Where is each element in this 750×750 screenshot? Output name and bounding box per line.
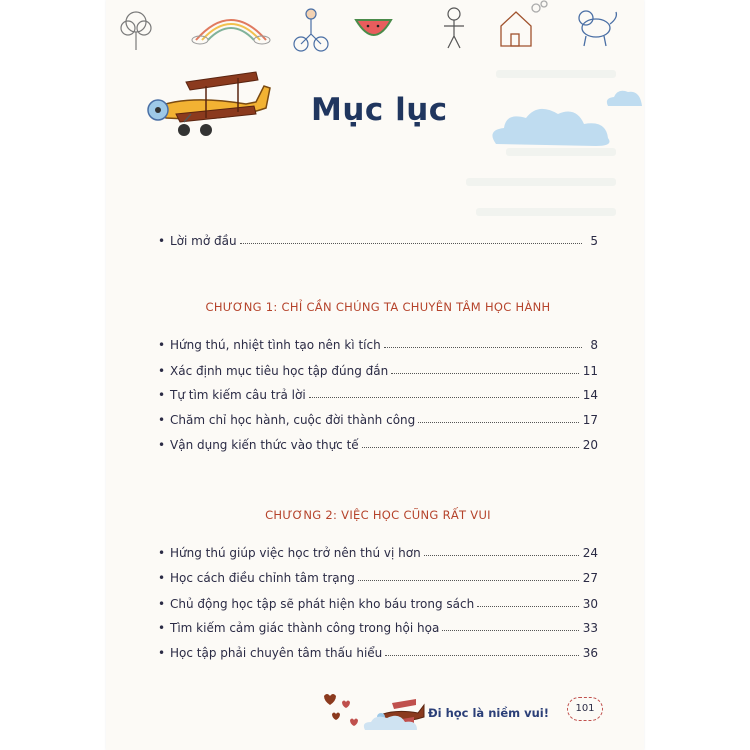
toc-entry[interactable] (158, 405, 598, 427)
entry-page: 5 (590, 234, 598, 248)
toc-entry[interactable] (158, 356, 598, 378)
entry-page: 36 (582, 646, 598, 660)
toc-entry[interactable] (158, 613, 598, 635)
entry-label: Chăm chỉ học hành, cuộc đời thành công (170, 413, 416, 427)
toc-entry[interactable] (158, 563, 598, 585)
entry-page: 14 (582, 388, 598, 402)
watermelon-doodle-icon (356, 20, 391, 35)
entry-page: 33 (582, 621, 598, 635)
entry-page: 8 (590, 338, 598, 352)
entry-label: Hứng thú giúp việc học trở nên thú vị hơn (170, 546, 421, 560)
bleed-through-shadow (466, 178, 616, 186)
entry-label: Chủ động học tập sẽ phát hiện kho báu trong sách (170, 597, 475, 611)
entry-label: Tự tìm kiếm câu trả lời (170, 388, 306, 402)
dot-leader (240, 242, 582, 244)
entry-page: 30 (582, 597, 598, 611)
page-number-badge: 101 (567, 697, 603, 721)
doodle-strip (106, 0, 644, 60)
dot-leader (442, 629, 578, 631)
girl-doodle-icon (444, 8, 464, 48)
dot-leader (477, 605, 579, 607)
page-title: Mục lục (311, 92, 448, 128)
toc-entry[interactable] (158, 638, 598, 660)
small-cloud-illustration-icon (604, 86, 644, 108)
dot-leader (391, 372, 579, 374)
book-page (106, 0, 644, 750)
entry-label: Học cách điều chỉnh tâm trạng (170, 571, 355, 585)
bullet-icon: • (158, 621, 166, 635)
entry-page: 20 (582, 438, 598, 452)
bleed-through-shadow (476, 208, 616, 216)
chapter-heading: CHƯƠNG 2: VIỆC HỌC CŨNG RẤT VUI (265, 508, 491, 522)
entry-label: Vận dụng kiến thức vào thực tế (170, 438, 359, 452)
entry-page: 24 (582, 546, 598, 560)
chapter-heading: CHƯƠNG 1: CHỈ CẦN CHÚNG TA CHUYÊN TÂM HỌC HÀNH (205, 300, 551, 314)
toc-entry[interactable] (158, 330, 598, 352)
bullet-icon: • (158, 597, 166, 611)
dot-leader (424, 554, 579, 556)
dot-leader (309, 396, 579, 398)
bullet-icon: • (158, 413, 166, 427)
entry-label: Tìm kiếm cảm giác thành công trong hội họa (170, 621, 440, 635)
entry-label: Hứng thú, nhiệt tình tạo nên kì tích (170, 338, 381, 352)
entry-page: 11 (582, 364, 598, 378)
bullet-icon: • (158, 338, 166, 352)
entry-page: 27 (582, 571, 598, 585)
entry-label: Xác định mục tiêu học tập đúng đắn (170, 364, 389, 378)
bullet-icon: • (158, 388, 166, 402)
bullet-icon: • (158, 571, 166, 585)
toc-entry[interactable] (158, 589, 598, 611)
dot-leader (358, 579, 579, 581)
bullet-icon: • (158, 646, 166, 660)
toc-entry-intro[interactable] (158, 226, 598, 248)
toc-entry[interactable] (158, 538, 598, 560)
bullet-icon: • (158, 234, 166, 248)
dog-doodle-icon (579, 11, 616, 46)
toc-entry[interactable] (158, 380, 598, 402)
rainbow-doodle-icon (192, 20, 270, 44)
bleed-through-shadow (496, 70, 616, 78)
bullet-icon: • (158, 438, 166, 452)
entry-label: Học tập phải chuyên tâm thấu hiểu (170, 646, 383, 660)
dot-leader (418, 421, 578, 423)
bullet-icon: • (158, 364, 166, 378)
footer-cloud-icon (361, 712, 421, 732)
house-doodle-icon (501, 1, 547, 46)
dot-leader (384, 346, 582, 348)
bullet-icon: • (158, 546, 166, 560)
dot-leader (385, 654, 578, 656)
tree-doodle-icon (121, 12, 151, 50)
entry-label: Lời mở đầu (170, 234, 237, 248)
entry-page: 17 (582, 413, 598, 427)
toc-entry[interactable] (158, 430, 598, 452)
footer-slogan: Đi học là niềm vui! (428, 706, 549, 720)
dot-leader (362, 446, 579, 448)
biplane-illustration-icon (146, 66, 276, 146)
kid-bicycle-doodle-icon (294, 9, 328, 51)
